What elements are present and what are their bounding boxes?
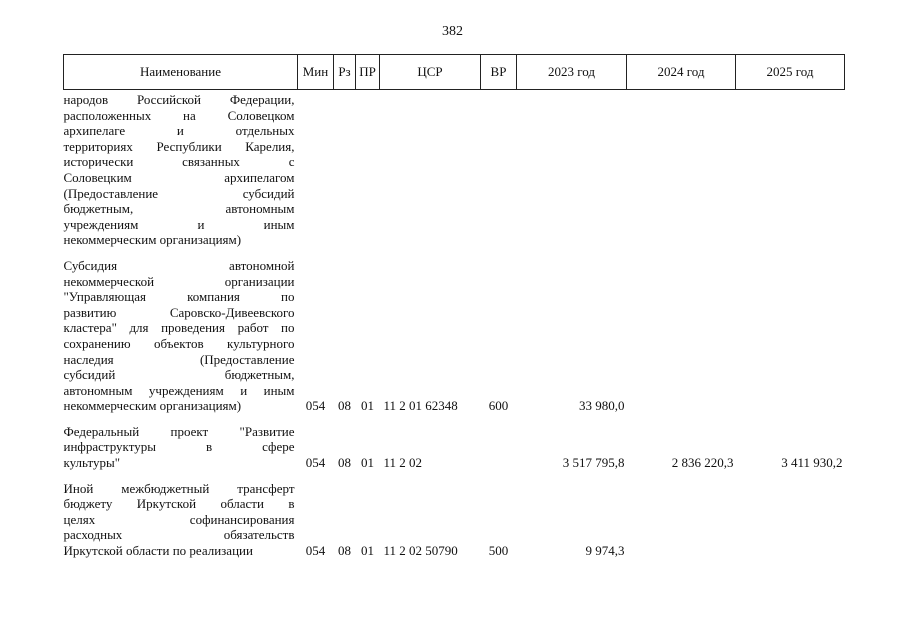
header-pr: ПР [356,55,380,90]
name-line: Субсидия автономной [63,257,295,273]
table-row [64,258,845,424]
cell-2023 [517,90,627,258]
name-line: целях софинансирования [63,511,295,527]
name-line: учреждениям и иным [63,216,295,232]
table-row [64,424,845,481]
name-line: инфраструктуры в сфере [63,439,295,455]
cell-min [298,90,334,258]
cell-vr: 500 [488,543,509,559]
cell-2023: 33 980,0 [579,398,625,414]
name-line: бюджетным, автономным [63,201,295,217]
page-number: 382 [442,24,463,39]
name-line: расходных обязательств [63,527,295,543]
cell-2024 [627,258,736,424]
cell-2025 [736,481,845,569]
name-line: Соловецким архипелагом [63,169,295,185]
table-row [64,481,845,569]
cell-name [64,258,298,424]
name-line: расположенных на Соловецком [63,107,295,123]
header-csr: ЦСР [380,55,481,90]
cell-csr: 11 2 01 62348 [383,398,458,414]
header-2025: 2025 год [736,55,845,90]
name-line: территориях Республики Карелия, [63,138,295,154]
cell-vr [481,424,517,481]
name-line: Федеральный проект "Развитие [63,423,295,439]
header-2023: 2023 год [517,55,627,90]
cell-name [64,481,298,569]
cell-2023: 3 517 795,8 [562,455,625,471]
cell-2025: 3 411 930,2 [781,455,843,471]
cell-rz: 08 [338,398,351,414]
name-line: "Управляющая компания по [63,289,295,305]
cell-2023: 9 974,3 [585,543,625,559]
name-line: сохранению объектов культурного [63,335,295,351]
cell-rz [334,90,356,258]
name-line: кластера" для проведения работ по [63,320,295,336]
cell-csr: 11 2 02 50790 [383,543,458,559]
name-line: Иной межбюджетный трансферт [63,480,295,496]
cell-min: 054 [305,543,326,559]
cell-rz: 08 [338,455,351,471]
cell-csr [380,90,481,258]
cell-2024 [627,90,736,258]
cell-name [64,424,298,481]
name-line: (Предоставление субсидий [63,185,295,201]
name-line: архипелаге и отдельных [63,123,295,139]
name-line: исторически связанных с [63,154,295,170]
table-body [64,90,845,569]
cell-2025 [736,258,845,424]
header-vr: ВР [481,55,517,90]
name-line: развитию Саровско-Дивеевского [63,304,295,320]
name-line: Иркутской области по реализации [63,543,253,559]
cell-pr: 01 [361,455,374,471]
name-line: некоммерческим организациям) [63,398,242,414]
header-min: Мин [298,55,334,90]
cell-2024: 2 836 220,3 [671,455,734,471]
header-2024: 2024 год [627,55,736,90]
cell-min: 054 [305,455,326,471]
table-header [64,55,845,90]
cell-pr: 01 [361,543,374,559]
cell-pr: 01 [361,398,374,414]
name-line: бюджету Иркутской области в [63,496,295,512]
budget-table [63,54,845,569]
cell-rz: 08 [338,543,351,559]
name-line: культуры" [63,455,121,471]
cell-2024 [627,481,736,569]
name-line: автономным учреждениям и иным [63,382,295,398]
cell-2025 [736,90,845,258]
cell-csr: 11 2 02 [383,455,423,471]
table-row [64,90,845,258]
cell-pr [356,90,380,258]
header-name: Наименование [64,55,298,90]
name-line: наследия (Предоставление [63,351,295,367]
header-rz: Рз [334,55,356,90]
cell-min: 054 [305,398,326,414]
name-line: некоммерческим организациям) [63,232,242,248]
name-line: народов Российской Федерации, [63,92,295,107]
cell-vr [481,90,517,258]
name-line: субсидий бюджетным, [63,367,295,383]
name-line: некоммерческой организации [63,273,295,289]
cell-vr: 600 [488,398,509,414]
cell-name [64,90,298,258]
